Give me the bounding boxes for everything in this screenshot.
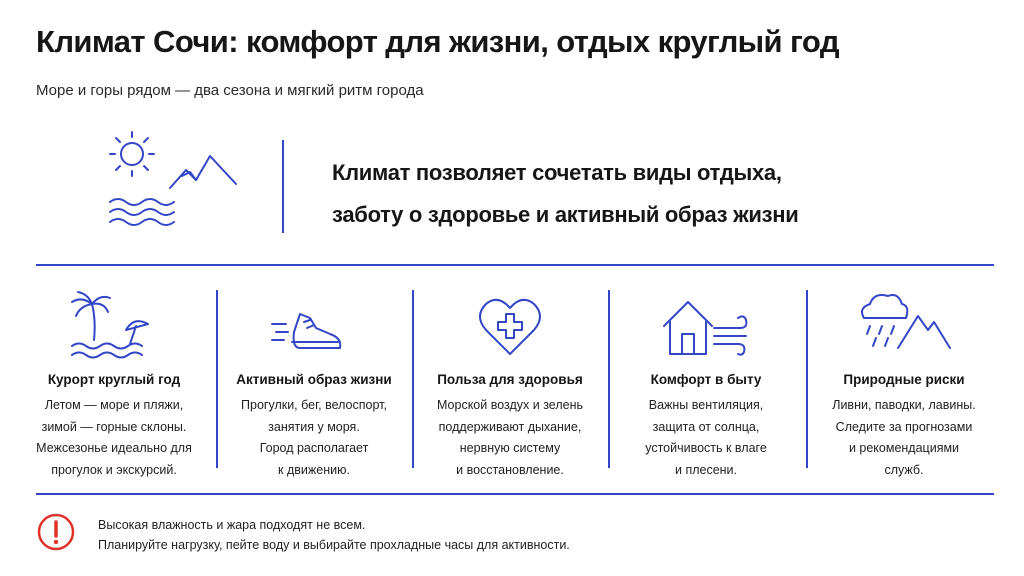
palm-beach-icon xyxy=(64,288,164,360)
card-title: Комфорт в быту xyxy=(650,372,762,387)
rain-mountains-icon xyxy=(854,288,954,360)
card-description xyxy=(608,395,804,481)
card-line: Город располагает xyxy=(259,441,369,455)
card-line: Следите за прогнозами xyxy=(835,419,973,434)
card-description xyxy=(412,395,608,481)
card-title: Польза для здоровья xyxy=(437,372,583,387)
card-line: занятия у моря. xyxy=(268,419,360,434)
card-line: нервную систему xyxy=(459,441,561,455)
card-line: и рекомендациями xyxy=(848,441,960,455)
card-title: Активный образ жизни xyxy=(236,372,392,387)
card-line: к движению. xyxy=(278,462,350,477)
card-line: Ливни, паводки, лавины. xyxy=(832,398,976,412)
top-divider xyxy=(36,264,994,266)
bottom-divider xyxy=(36,493,994,495)
page-subtitle: Море и горы рядом — два сезона и мягкий ритм города xyxy=(36,82,424,99)
warning-line-2: Планируйте нагрузку, пейте воду и выбирайте прохладные часы для активности. xyxy=(98,538,570,552)
card-active-life xyxy=(216,282,412,478)
card-home-comfort xyxy=(608,282,804,478)
warning-note xyxy=(98,515,570,555)
exclamation-icon xyxy=(36,512,76,552)
card-line: устойчивость к влаге xyxy=(645,441,767,455)
card-natural-risks xyxy=(806,282,1002,478)
card-line: прогулок и экскурсий. xyxy=(51,462,177,477)
card-health xyxy=(412,282,608,478)
card-title: Природные риски xyxy=(843,372,965,387)
card-line: служб. xyxy=(884,462,924,477)
hero-divider xyxy=(282,140,284,233)
card-line: и восстановление. xyxy=(456,462,564,477)
card-title: Курорт круглый год xyxy=(47,372,181,387)
card-line: поддерживают дыхание, xyxy=(438,419,582,434)
card-description xyxy=(806,395,1002,481)
card-line: Прогулки, бег, велоспорт, xyxy=(241,398,387,412)
page-title: Климат Сочи: комфорт для жизни, отдых круглый год xyxy=(36,24,839,59)
card-description xyxy=(216,395,412,481)
card-line: зимой — горные склоны. xyxy=(41,419,187,434)
hero-line-1: Климат позволяет сочетать виды отдыха, xyxy=(332,160,782,185)
card-line: Морской воздух и зелень xyxy=(436,398,583,412)
card-description xyxy=(16,395,212,481)
hero-line-2: заботу о здоровье и активный образ жизни xyxy=(332,202,799,227)
sun-sea-mountains-icon xyxy=(104,128,240,228)
card-resort xyxy=(16,282,212,478)
card-line: защита от солнца, xyxy=(652,419,760,434)
heart-cross-icon xyxy=(460,288,560,360)
card-line: Важны вентиляция, xyxy=(648,398,764,412)
hero-statement xyxy=(332,152,799,236)
house-wind-icon xyxy=(656,288,756,360)
card-line: Летом — море и пляжи, xyxy=(44,398,184,412)
card-line: Межсезонье идеально для xyxy=(36,441,192,455)
card-line: и плесени. xyxy=(674,462,738,477)
sneaker-icon xyxy=(264,288,364,360)
warning-line-1: Высокая влажность и жара подходят не всем. xyxy=(98,518,366,532)
